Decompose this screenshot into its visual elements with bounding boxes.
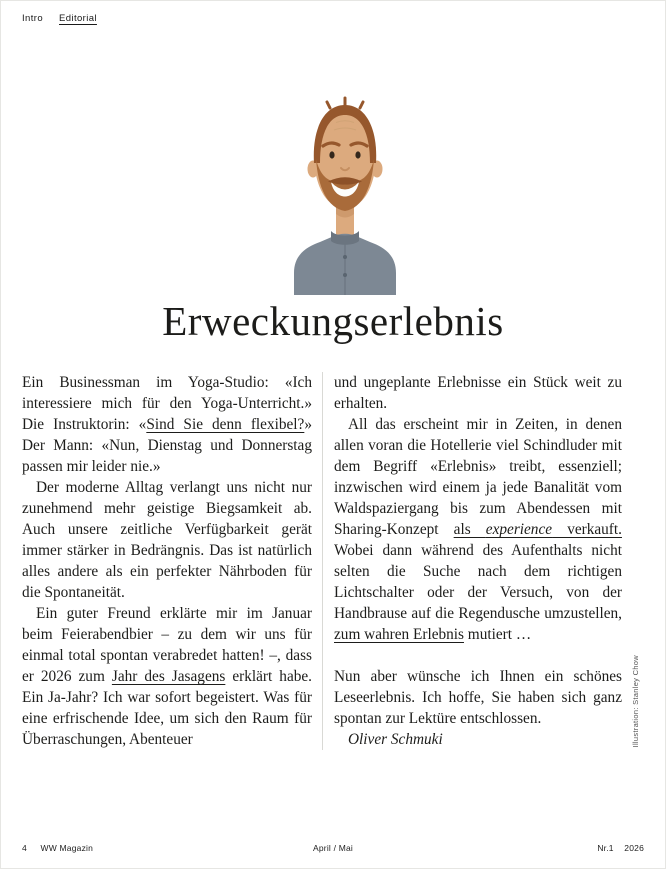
page-title: Erweckungserlebnis (162, 298, 504, 344)
footer-year: 2026 (624, 843, 644, 853)
footer-right (597, 843, 644, 853)
shirt-button (343, 255, 347, 259)
text-run: All das erscheint mir in Zeiten, in denen allen voran die Hotellerie viel Schindluder mit dem Begriff «Erlebnis» treibt, essenziell; inzwischen wird einem ja jede Banalität vom Waldspaziergang bis zum Abendessen mit Sharing-Konzept (334, 416, 622, 538)
portrait-illustration (270, 85, 420, 295)
hair-tufts (327, 98, 363, 108)
footer-issue-number: Nr.1 (597, 843, 614, 853)
illustration-credit: Illustration: Stanley Chow (631, 655, 640, 748)
nav-item-intro[interactable]: Intro (22, 13, 44, 24)
text-run: mutiert … (463, 626, 532, 643)
footer-magazine-name: WW Magazin (40, 843, 94, 853)
paragraph (334, 729, 622, 750)
portrait-svg (270, 85, 420, 295)
text-run: Ein guter Freund erklärte mir im Januar beim Feierabendbier – zu dem wir uns für einmal total spontan verabredet hatten! –, dass er 2026 zum (22, 605, 312, 685)
shirt-button (343, 273, 347, 277)
footer-page-number: 4 (22, 843, 27, 853)
footer-left (22, 843, 93, 853)
text-run: als (453, 521, 486, 538)
paragraph (334, 666, 622, 729)
text-run: zum wahren Erlebnis (334, 626, 464, 643)
text-run: experience (485, 521, 553, 538)
eye-left (329, 151, 334, 158)
footer-issue-date: April / Mai (313, 843, 353, 853)
paragraph (22, 603, 312, 750)
article-body (22, 372, 622, 750)
text-run: » Der Mann: «Nun, Dienstag und Donnerstag passen mir leider nie.» (22, 416, 312, 475)
article-column-right (322, 372, 622, 750)
text-run: Wobei dann während des Aufenthalts nicht selten die Suche nach dem richtigen Lichtschalter oder der Versuch, von der Handbrause auf die Regendusche umzustellen, (334, 542, 622, 622)
text-run: Sind Sie denn flexibel? (146, 416, 305, 433)
top-nav (22, 13, 97, 24)
text-run: Der moderne Alltag verlangt uns nicht nur zunehmend mehr geistige Biegsamkeit ab. Auch unsere zeitliche Verfügbarkeit gerät immer stärker in Bedrängnis. Das ist natürlich alles andere als ein perfekter Nährboden für die Spontaneität. (22, 479, 312, 601)
paragraph (22, 477, 312, 603)
eye-right (355, 151, 360, 158)
text-run: verkauft. (552, 521, 622, 538)
text-run: Ein Businessman im Yoga-Studio: «Ich interessiere mich für den Yoga-Unterricht.» Die Instruktorin: « (22, 374, 312, 433)
text-run: Nun aber wünsche ich Ihnen ein schönes Leseerlebnis. Ich hoffe, Sie haben sich ganz spontan zur Lektüre entschlossen. (334, 668, 622, 727)
page-footer (22, 843, 644, 853)
paragraph (334, 372, 622, 414)
text-run: und ungeplante Erlebnisse ein Stück weit zu erhalten. (334, 374, 622, 412)
text-run: Oliver Schmuki (348, 731, 443, 748)
text-run: Jahr des Jasagens (111, 668, 226, 685)
text-run: erklärt habe. Ein Ja-Jahr? Ich war sofort begeistert. Was für eine erfrischende Idee, um sich den Raum für Überraschungen, Abenteuer (22, 668, 313, 748)
paragraph (22, 372, 312, 477)
article-column-left (22, 372, 322, 750)
paragraph (334, 414, 622, 645)
nav-item-editorial[interactable]: Editorial (59, 13, 97, 24)
